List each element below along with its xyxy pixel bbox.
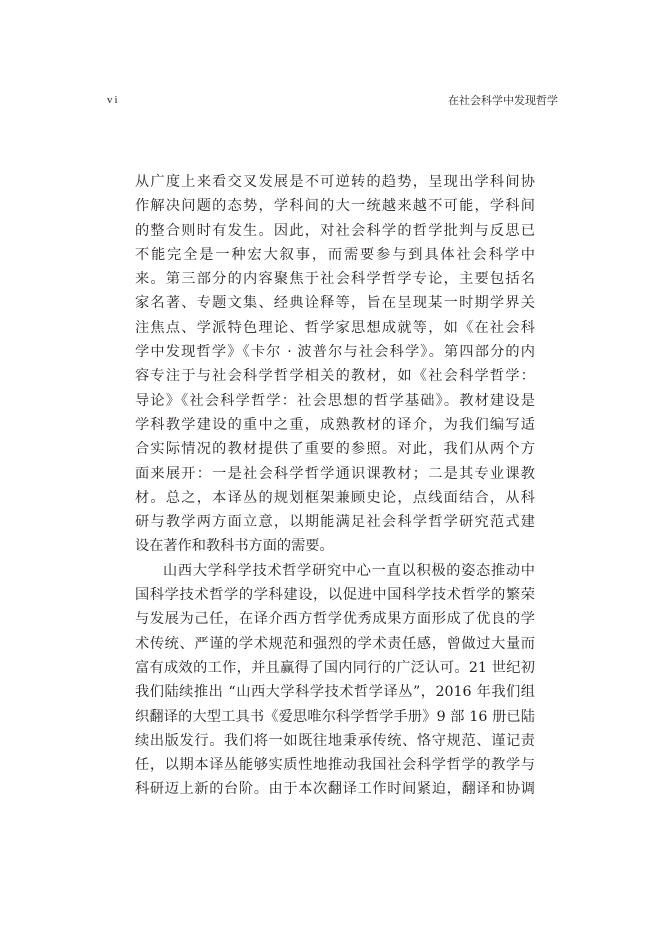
text-line: 任，以期本译丛能够实质性地推动我国社会科学哲学的教学与 bbox=[135, 757, 535, 774]
text-line: 与发展为己任，在译介西方哲学优秀成果方面形成了优良的学 bbox=[135, 611, 535, 628]
text-line: 学科教学建设的重中之重，成熟教材的译介，为我们编写适 bbox=[135, 416, 535, 433]
text-line: 学中发现哲学》《卡尔 · 波普尔与社会科学》。第四部分的内 bbox=[135, 344, 535, 361]
text-line: 富有成效的工作，并且赢得了国内同行的广泛认可。21 世纪初 bbox=[135, 659, 535, 676]
text-line: 术传统、严谨的学术规范和强烈的学术责任感，曾做过大量而 bbox=[135, 635, 535, 652]
page-number: vi bbox=[107, 94, 120, 106]
text-line: 山西大学科学技术哲学研究中心一直以积极的姿态推动中 bbox=[163, 562, 535, 579]
text-line: 注焦点、学派特色理论、哲学家思想成就等，如《在社会科 bbox=[135, 319, 535, 336]
text-line: 的整合则时有发生。因此，对社会科学的哲学批判与反思已 bbox=[135, 222, 535, 239]
text-line: 面来展开：一是社会科学哲学通识课教材；二是其专业课教 bbox=[135, 465, 535, 482]
text-line: 我们陆续推出 “山西大学科学技术哲学译丛”，2016 年我们组 bbox=[135, 684, 535, 701]
text-line: 作解决问题的态势，学科间的大一统越来越不可能，学科间 bbox=[135, 198, 535, 215]
text-line: 合实际情况的教材提供了重要的参照。对此，我们从两个方 bbox=[135, 441, 535, 458]
text-line: 织翻译的大型工具书《爱思唯尔科学哲学手册》9 部 16 册已陆 bbox=[135, 708, 535, 725]
text-line: 续出版发行。我们将一如既往地秉承传统、恪守规范、谨记责 bbox=[135, 732, 535, 749]
text-line: 研与教学两方面立意，以期能满足社会科学哲学研究范式建 bbox=[135, 514, 535, 531]
text-line: 导论》《社会科学哲学：社会思想的哲学基础》。教材建设是 bbox=[135, 392, 535, 409]
text-line: 容专注于与社会科学哲学相关的教材，如《社会科学哲学： bbox=[135, 368, 535, 385]
text-line: 国科学技术哲学的学科建设，以促进中国科学技术哲学的繁荣 bbox=[135, 587, 535, 604]
text-line: 不能完全是一种宏大叙事，而需要参与到具体社会科学中 bbox=[135, 246, 535, 263]
running-title: 在社会科学中发现哲学 bbox=[448, 94, 558, 107]
text-line: 设在著作和教科书方面的需要。 bbox=[135, 538, 334, 555]
text-line: 来。第三部分的内容聚焦于社会科学哲学专论，主要包括名 bbox=[135, 271, 535, 288]
body-text bbox=[135, 170, 535, 802]
text-line: 材。总之，本译丛的规划框架兼顾史论，点线面结合，从科 bbox=[135, 489, 535, 506]
text-line: 科研迈上新的台阶。由于本次翻译工作时间紧迫，翻译和协调 bbox=[135, 781, 535, 798]
text-line: 从广度上来看交叉发展是不可逆转的趋势，呈现出学科间协 bbox=[135, 174, 535, 190]
text-line: 家名著、专题文集、经典诠释等，旨在呈现某一时期学界关 bbox=[135, 295, 535, 312]
